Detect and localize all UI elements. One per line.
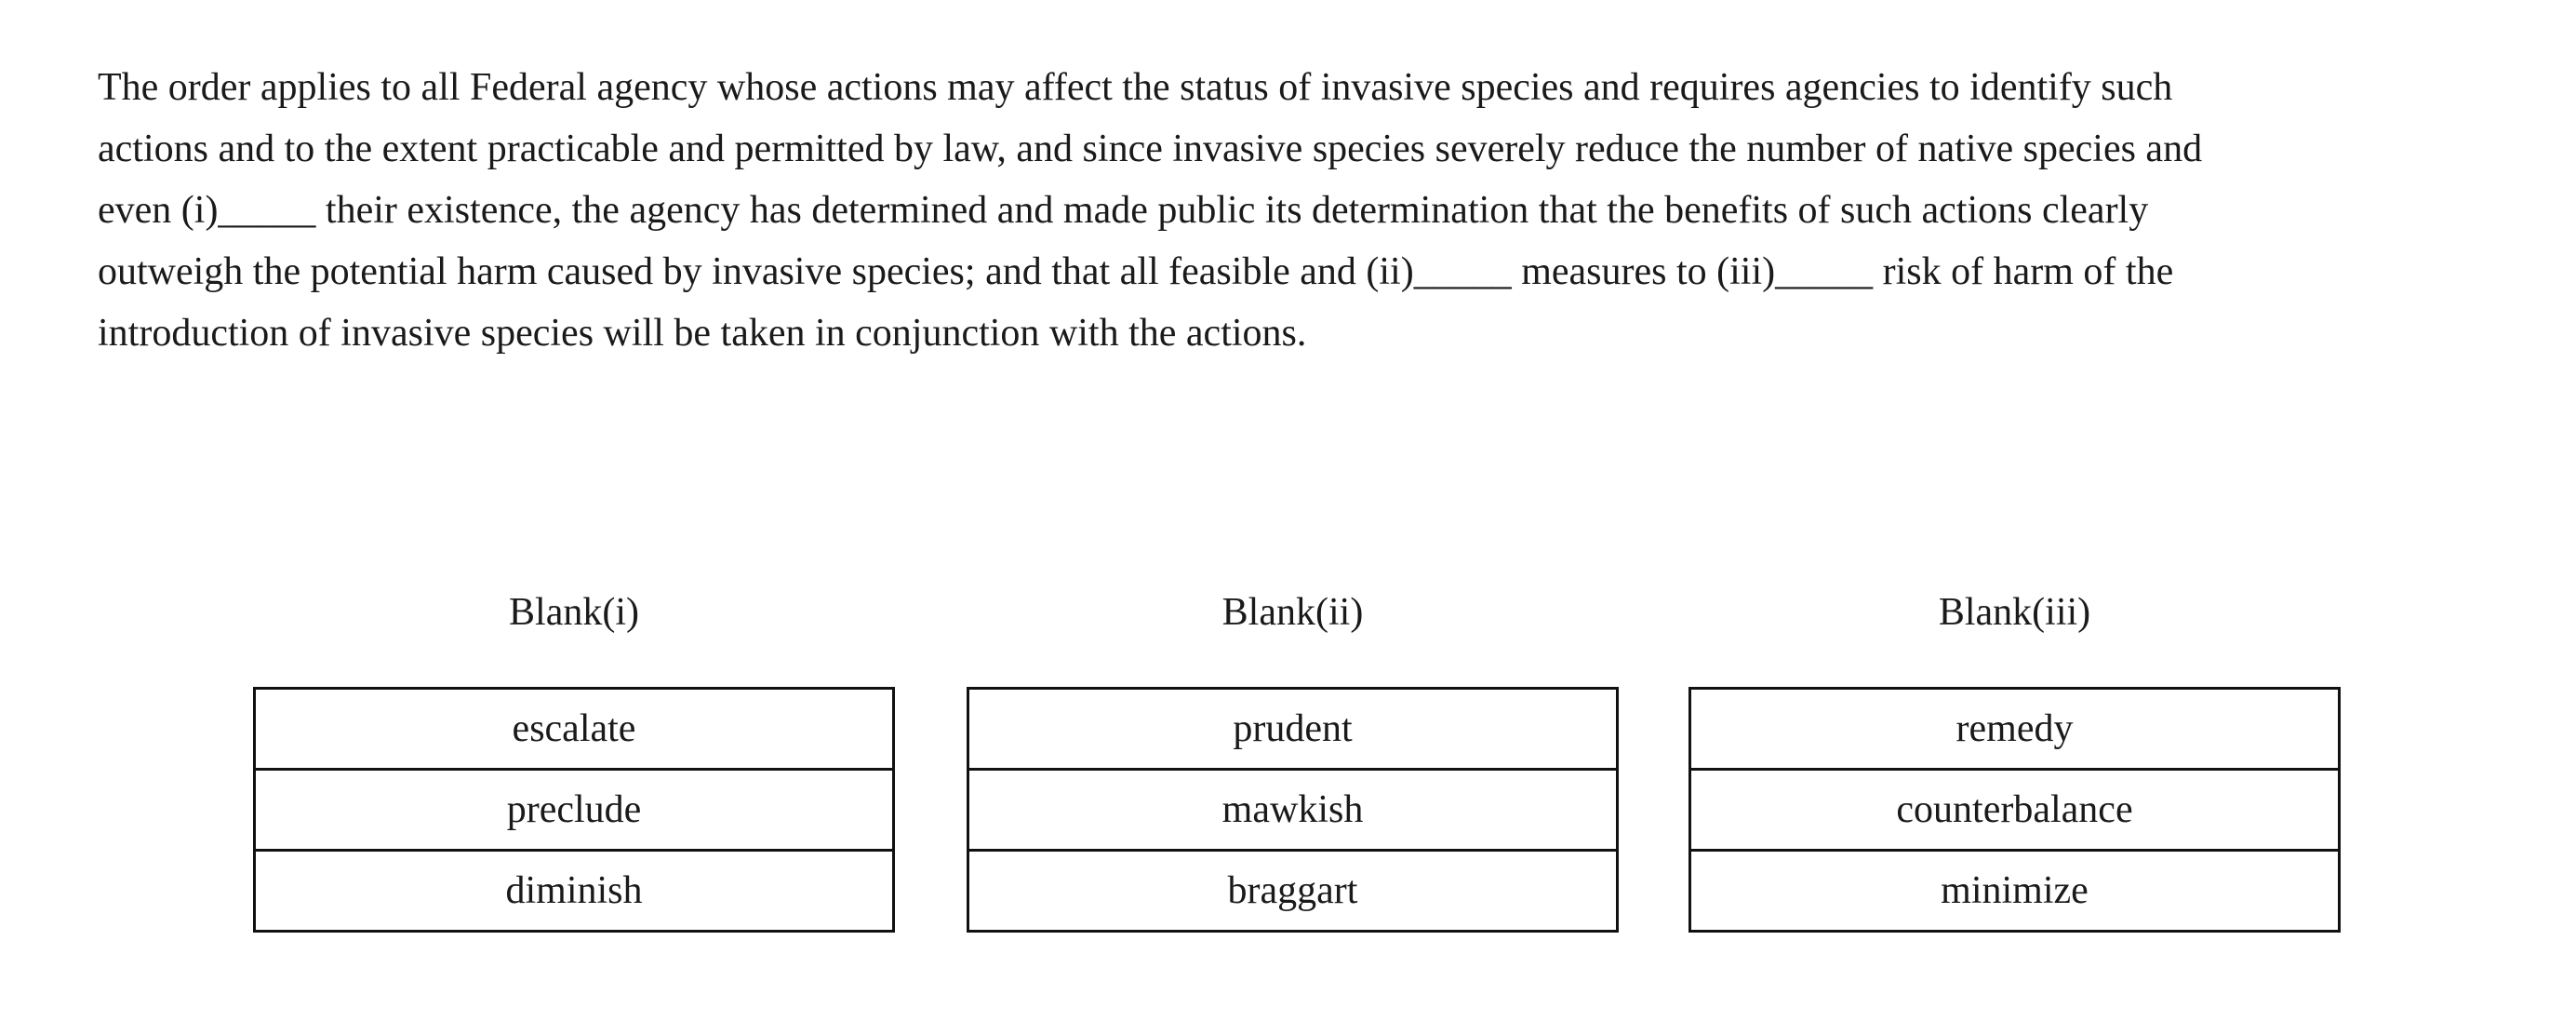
option-cell[interactable]: minimize [1941, 869, 2089, 912]
option-cell[interactable]: braggart [1227, 869, 1358, 912]
question-passage [98, 57, 2479, 364]
option-cell[interactable]: counterbalance [1691, 771, 2338, 852]
passage-line: outweigh the potential harm caused by invasive species; and that all feasible and (ii)_____ measures to (iii)_____ risk of harm of the [98, 250, 2174, 293]
blank-ii-option-table [967, 687, 1619, 933]
blank-iii-header: Blank(iii) [1938, 591, 2091, 634]
blank-iii-option-table [1688, 687, 2341, 933]
passage-line: introduction of invasive species will be taken in conjunction with the actions. [98, 312, 1307, 355]
option-cell[interactable]: escalate [256, 690, 892, 771]
passage-line: The order applies to all Federal agency whose actions may affect the status of invasive species and requires agencies to identify such [98, 66, 2173, 109]
blank-ii-header: Blank(ii) [1221, 591, 1364, 634]
option-cell[interactable]: preclude [256, 771, 892, 852]
option-cell[interactable]: remedy [1691, 690, 2338, 771]
blank-i-option-table [253, 687, 895, 933]
option-cell[interactable]: mawkish [969, 771, 1616, 852]
option-cell[interactable]: prudent [969, 690, 1616, 771]
passage-line: actions and to the extent practicable and permitted by law, and since invasive species severely reduce the number of native species and [98, 128, 2203, 170]
blank-i-header: Blank(i) [509, 591, 639, 634]
option-cell[interactable]: diminish [505, 869, 643, 912]
passage-line: even (i)_____ their existence, the agency has determined and made public its determination that the benefits of such actions clearly [98, 189, 2149, 232]
